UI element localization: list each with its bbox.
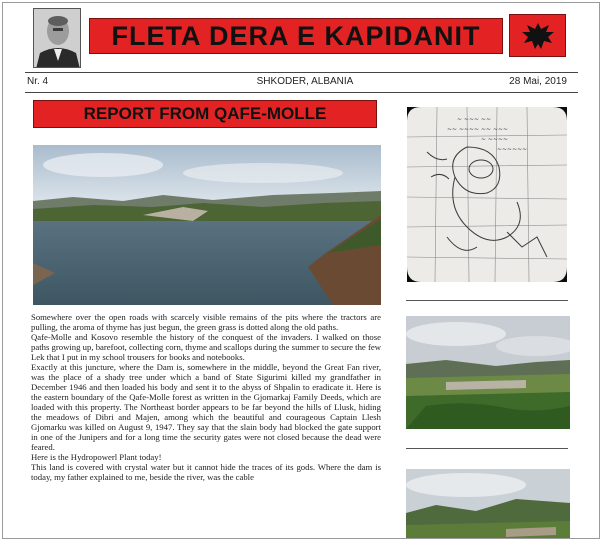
svg-text:~~~~~~: ~~~~~~ <box>497 146 528 153</box>
column-divider <box>406 300 568 301</box>
newsletter-page <box>2 2 600 539</box>
svg-text:~~ ~~~~ ~~ ~~~: ~~ ~~~~ ~~ ~~~ <box>447 126 509 133</box>
portrait-photo <box>33 8 81 68</box>
masthead-title-bar <box>89 18 503 54</box>
location-line: SHKODER, ALBANIA <box>256 76 354 87</box>
article-paragraph: Qafe-Molle and Kosovo resemble the history of the conquest of the invaders. I walked on those paths growing up, barefoot, collecting corn, thyme and scallops during the summer to secure the few Lek that I put in my school trousers for books and notebooks. <box>31 332 381 362</box>
reservoir-photo <box>33 145 381 305</box>
svg-text:~ ~~~~: ~ ~~~~ <box>481 136 509 143</box>
hills-photo <box>406 469 570 539</box>
newsletter-title: FLETA DERA E KAPIDANIT <box>111 20 481 51</box>
article-paragraph: This land is covered with crystal water but it cannot hide the traces of its gods. Where the dam is today, my father explained to me, beside the river, was the cable <box>31 462 381 482</box>
column-divider <box>406 448 568 449</box>
svg-text:~ ~~~ ~~: ~ ~~~ ~~ <box>457 116 491 123</box>
albanian-flag-icon <box>509 14 566 57</box>
masthead-rule-bottom <box>25 92 578 93</box>
article-paragraph: Somewhere over the open roads with scarcely visible remains of the pits where the tractors are pulling, the aroma of thyme has just begun, the green grass is dotted along the old paths. <box>31 312 381 332</box>
handdrawn-map-image <box>407 107 567 282</box>
article-paragraph: Exactly at this juncture, where the Dam is, somewhere in the middle, beyond the Great Fan river, was the place of a shady tree under which a band of State Sigurimi killed my grandfather in December 1946 and then loaded his body and sent it to the abyss of Shpalin to eradicate it. Here is the eastern boundary of the Qafe-Molle forest as written in the Gjomarkaj Family Deeds, which are loaded with this property. The Northeast border appears to be far beyond the hills of Llusk, hiding the meadows of Dibri and Majen, among which the beautiful and courageous Captain Llesh Gjomarku was killed on August 9, 1947. They say that the slain body had blocked the gate support in one of the Junipers and for a long time the security gates were not closed because the dead were feared. <box>31 362 381 452</box>
article-heading-bar <box>33 100 377 128</box>
issue-date: 28 Mai, 2019 <box>509 76 567 87</box>
article-body <box>31 312 381 482</box>
valley-photo <box>406 316 570 429</box>
issue-number: Nr. 4 <box>27 76 49 87</box>
masthead-rule-top <box>25 72 578 73</box>
article-paragraph: Here is the Hydropowerl Plant today! <box>31 452 162 462</box>
article-heading: REPORT FROM QAFE-MOLLE <box>83 104 327 123</box>
